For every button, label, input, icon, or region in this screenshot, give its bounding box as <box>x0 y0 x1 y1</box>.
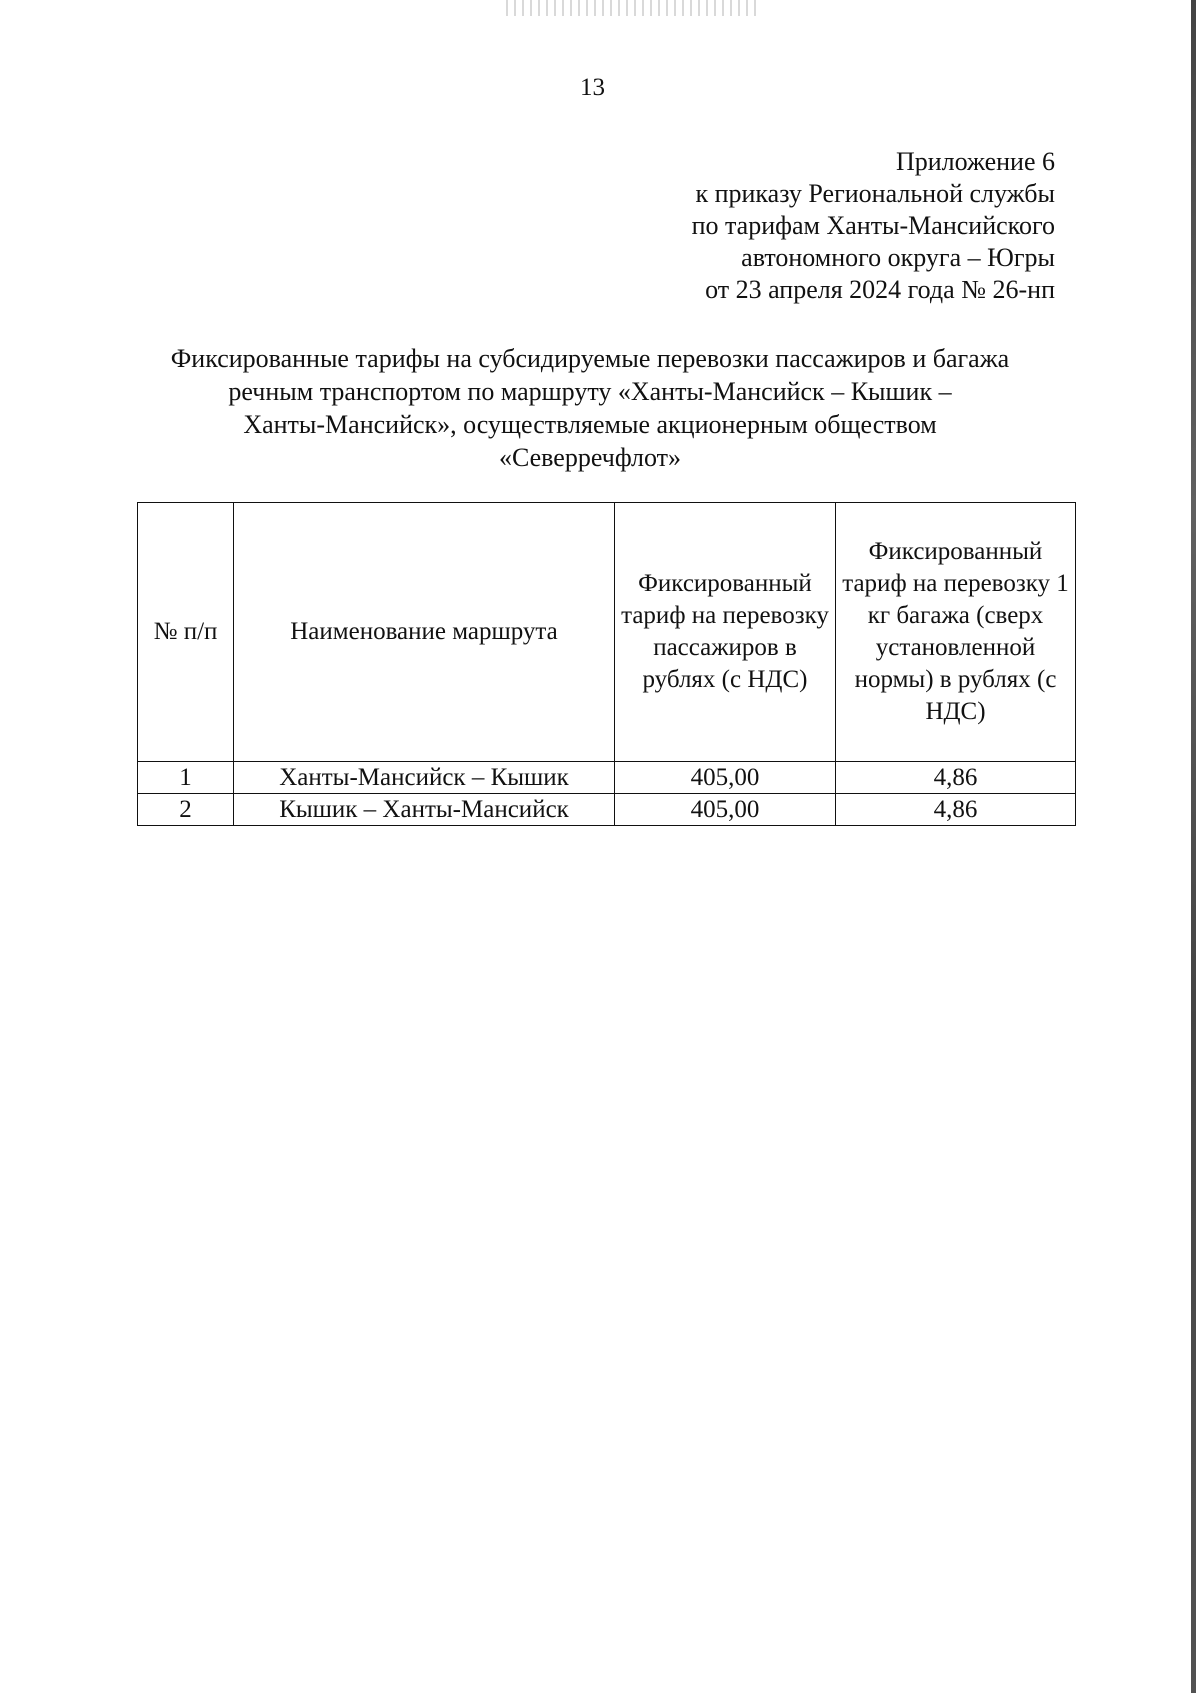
document-title <box>110 342 1070 474</box>
appendix-line: от 23 апреля 2024 года № 26-нп <box>705 275 1055 304</box>
header-route: Наименование маршрута <box>234 503 615 762</box>
header-baggage-tariff: Фиксированный тариф на перевозку 1 кг багажа (сверх установленной нормы) в рублях (с НДС) <box>836 503 1076 762</box>
table-header-row <box>138 503 1076 762</box>
cell-passenger-tariff: 405,00 <box>615 762 836 794</box>
cell-passenger-tariff: 405,00 <box>615 794 836 826</box>
cell-number: 2 <box>138 794 234 826</box>
cell-baggage-tariff: 4,86 <box>836 762 1076 794</box>
appendix-line: к приказу Региональной службы <box>695 179 1055 208</box>
table-row <box>138 794 1076 826</box>
cell-baggage-tariff: 4,86 <box>836 794 1076 826</box>
title-line: Фиксированные тарифы на субсидируемые перевозки пассажиров и багажа <box>170 344 1010 373</box>
title-line: Ханты-Мансийск», осуществляемые акционерным обществом <box>243 410 937 439</box>
cell-number: 1 <box>138 762 234 794</box>
appendix-line: автономного округа – Югры <box>741 243 1055 272</box>
appendix-line: по тарифам Ханты-Мансийского <box>691 211 1055 240</box>
title-line: речным транспортом по маршруту «Ханты-Мансийск – Кышик – <box>228 377 952 406</box>
page-number: 13 <box>580 74 605 101</box>
header-number: № п/п <box>138 503 234 762</box>
appendix-reference <box>692 146 1055 306</box>
tariff-table <box>137 502 1076 826</box>
cell-route: Ханты-Мансийск – Кышик <box>234 762 615 794</box>
scan-artifact <box>500 0 760 16</box>
cell-route: Кышик – Ханты-Мансийск <box>234 794 615 826</box>
header-passenger-tariff: Фиксированный тариф на перевозку пассажиров в рублях (с НДС) <box>615 503 836 762</box>
appendix-line: Приложение 6 <box>895 147 1055 176</box>
scan-edge-border <box>1191 0 1196 1693</box>
title-line: «Северречфлот» <box>498 443 682 472</box>
table-row <box>138 762 1076 794</box>
